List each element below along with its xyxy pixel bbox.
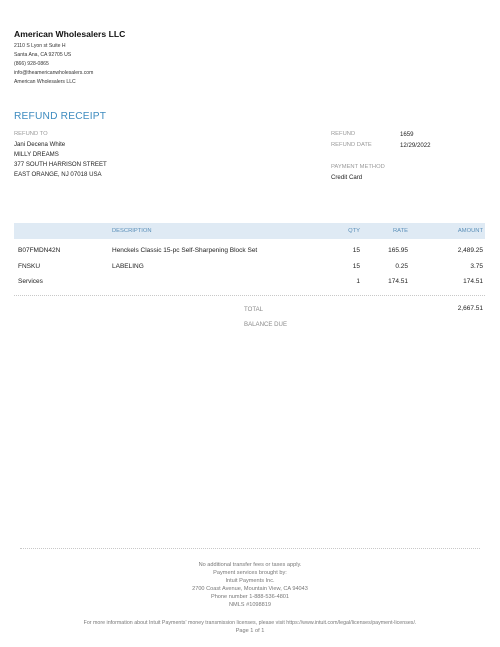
row-description: Henckels Classic 15-pc Self-Sharpening Block Set bbox=[112, 247, 258, 254]
refund-to-company: MILLY DREAMS bbox=[14, 151, 59, 158]
row-description: LABELING bbox=[112, 263, 144, 270]
company-name-line: American Wholesalers LLC bbox=[14, 79, 76, 85]
refund-number-value: 1659 bbox=[400, 131, 414, 138]
refund-to-street: 377 SOUTH HARRISON STREET bbox=[14, 161, 107, 168]
company-phone: (866) 928-0865 bbox=[14, 61, 49, 67]
row-amount: 3.75 bbox=[470, 263, 483, 270]
page-number: Page 1 of 1 bbox=[235, 628, 265, 634]
footer-legal: For more information about Intuit Payments' money transmission licenses, please visit https://www.intuit.com/legal/licenses/payment-licenses/. bbox=[83, 620, 417, 626]
row-item: Services bbox=[18, 278, 43, 285]
row-rate: 165.95 bbox=[388, 247, 408, 254]
company-address-line-1: 2110 S Lyon st Suite H bbox=[14, 43, 66, 49]
footer-divider bbox=[20, 548, 480, 549]
row-rate: 0.25 bbox=[395, 263, 408, 270]
refund-date-value: 12/29/2022 bbox=[400, 142, 431, 149]
footer-line-2: Payment services brought by: bbox=[213, 570, 287, 576]
document-title: REFUND RECEIPT bbox=[14, 111, 107, 122]
total-value: 2,667.51 bbox=[457, 305, 483, 312]
total-label: TOTAL bbox=[244, 306, 264, 313]
footer-line-1: No additional transfer fees or taxes apply. bbox=[198, 562, 302, 568]
table-header bbox=[14, 223, 485, 239]
row-rate: 174.51 bbox=[388, 278, 408, 285]
column-header-amount: AMOUNT bbox=[457, 228, 483, 234]
row-qty: 15 bbox=[352, 247, 360, 254]
row-qty: 1 bbox=[356, 278, 360, 285]
row-item: B07FMDN42N bbox=[18, 247, 61, 254]
refund-to-city: EAST ORANGE, NJ 07018 USA bbox=[14, 171, 102, 178]
footer-line-6: NMLS #1098819 bbox=[229, 602, 271, 608]
row-amount: 174.51 bbox=[463, 278, 483, 285]
row-amount: 2,489.25 bbox=[457, 247, 483, 254]
column-header-qty: QTY bbox=[348, 228, 360, 234]
footer-line-3: Intuit Payments Inc. bbox=[225, 578, 275, 584]
company-email: info@theamericanwholesalers.com bbox=[14, 70, 94, 76]
refund-date-label: REFUND DATE bbox=[331, 142, 372, 148]
footer-line-5: Phone number 1-888-536-4801 bbox=[210, 594, 290, 600]
refund-to-name: Jani Decena White bbox=[14, 141, 66, 148]
column-header-rate: RATE bbox=[392, 228, 408, 234]
row-item: FNSKU bbox=[18, 263, 41, 270]
table-divider bbox=[14, 295, 485, 296]
refund-number-label: REFUND bbox=[331, 131, 356, 137]
balance-due-label: BALANCE DUE bbox=[244, 321, 288, 328]
company-address-line-2: Santa Ana, CA 92705 US bbox=[14, 52, 72, 58]
company-name: American Wholesalers LLC bbox=[14, 29, 126, 39]
row-qty: 15 bbox=[352, 263, 360, 270]
column-header-description: DESCRIPTION bbox=[112, 228, 152, 234]
refund-to-label: REFUND TO bbox=[14, 131, 48, 137]
payment-method-value: Credit Card bbox=[331, 174, 363, 181]
payment-method-label: PAYMENT METHOD bbox=[331, 164, 385, 170]
footer-line-4: 2700 Coast Avenue, Mountain View, CA 94043 bbox=[192, 586, 308, 592]
